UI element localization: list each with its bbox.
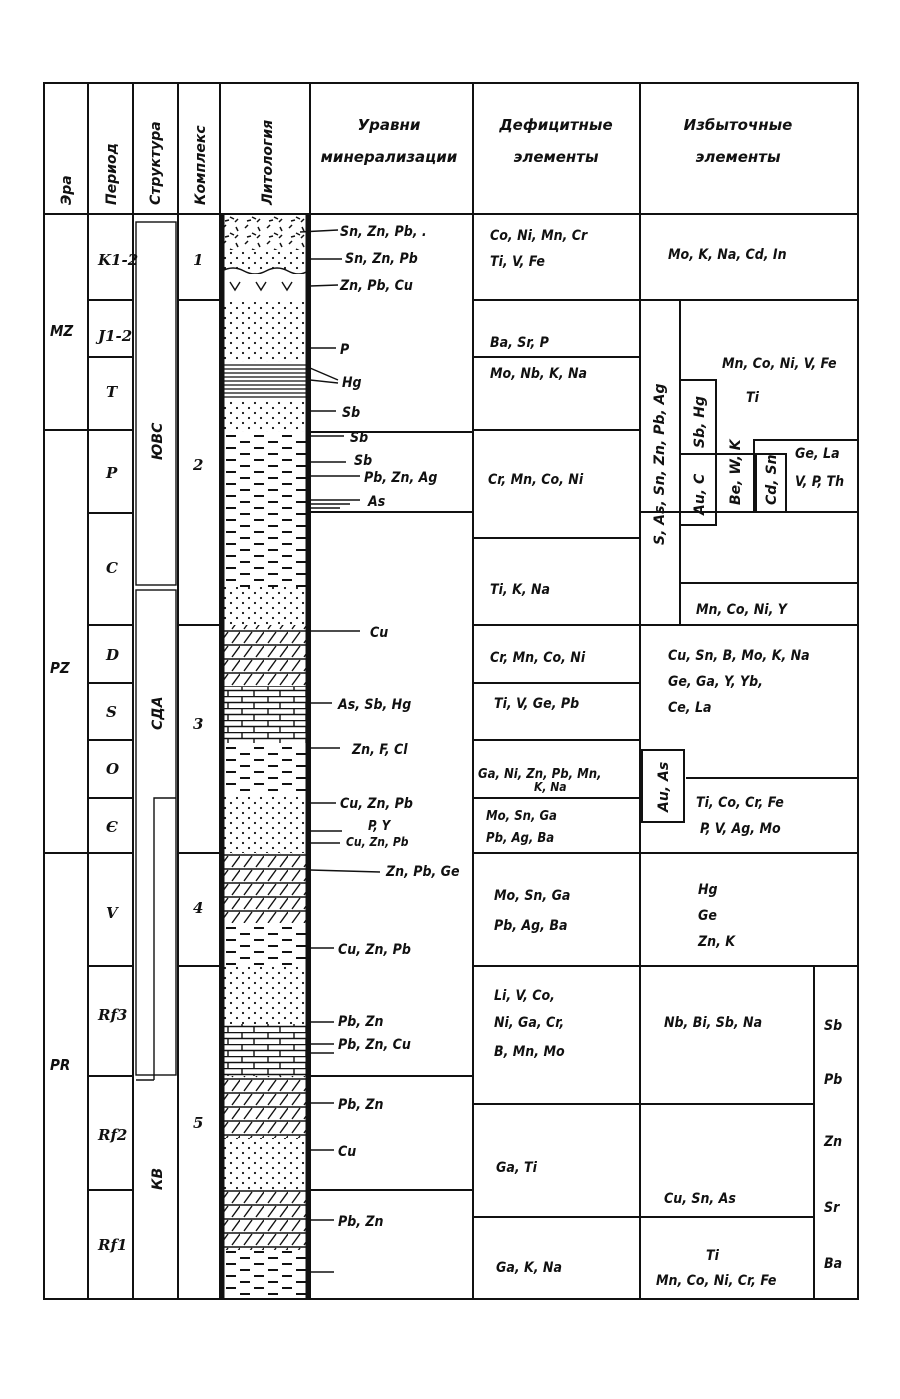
period-p: P: [106, 464, 118, 482]
mineral-level: Cu, Zn, Pb: [338, 942, 411, 958]
mineral-level: Sn, Zn, Pb: [345, 251, 418, 267]
mineral-level: Zn, F, Cl: [352, 742, 408, 758]
header-structure: Структура: [148, 121, 164, 205]
header-deficit-line1: Дефицитные: [499, 116, 613, 134]
lithology-column: [222, 214, 308, 1299]
deficit-elements: Ga, Ni, Zn, Pb, Mn,: [478, 767, 602, 782]
mineral-level: Zn, Pb, Ge: [386, 864, 460, 880]
header-excess-line2: элементы: [695, 148, 781, 166]
period-rf2: Rf2: [98, 1126, 128, 1144]
excess-elements: Mn, Co, Ni, V, Fe: [722, 356, 837, 372]
era-mz: MZ: [50, 322, 74, 340]
structure-yuvs: ЮВС: [150, 422, 166, 460]
deficit-elements: Cr, Mn, Co, Ni: [490, 650, 586, 666]
deficit-elements: Mo, Sn, Ga: [486, 809, 557, 824]
excess-elements: Ti, Co, Cr, Fe: [696, 795, 784, 811]
excess-elements: Ge: [698, 908, 717, 924]
mineral-level: Cu, Zn, Pb: [340, 796, 413, 812]
excess-side-element: Pb: [824, 1072, 843, 1088]
deficit-elements: Mo, Sn, Ga: [494, 888, 571, 904]
header-levels-line1: Уравни: [357, 116, 421, 134]
excess-side-element: Ba: [824, 1256, 843, 1272]
mineral-level: Zn, Pb, Cu: [340, 278, 413, 294]
deficit-elements: Ti, K, Na: [490, 582, 551, 598]
excess-side-element: Sb: [824, 1018, 843, 1034]
mineral-level: Sb: [354, 453, 373, 469]
mineral-level: As, Sb, Hg: [338, 697, 412, 713]
complex-4: 4: [193, 899, 204, 917]
mineral-level: P: [340, 342, 350, 358]
period-boundaries: [88, 300, 133, 1190]
period-o: O: [106, 760, 120, 778]
excess-side-element: Zn: [824, 1134, 843, 1150]
excess-elements: Nb, Bi, Sb, Na: [664, 1015, 763, 1031]
excess-elements: Ge, Ga, Y, Yb,: [668, 674, 763, 690]
excess-elements: Zn, K: [698, 934, 736, 950]
period-cambrian: Є: [106, 818, 118, 836]
period-j: J1-2: [98, 327, 133, 345]
excess-elements: Au, As: [656, 761, 672, 812]
excess-elements: Cu, Sn, As: [664, 1191, 736, 1207]
header-complex: Комплекс: [193, 125, 209, 205]
mineral-level: Pb, Zn, Ag: [364, 470, 438, 486]
mineral-level: As: [368, 494, 386, 510]
deficit-elements: Mo, Nb, K, Na: [490, 366, 588, 382]
period-rf1: Rf1: [98, 1236, 128, 1254]
excess-elements: Mn, Co, Ni, Y: [696, 602, 787, 618]
excess-elements: P, V, Ag, Mo: [700, 821, 781, 837]
excess-elements: V, P, Th: [795, 474, 845, 490]
complex-1: 1: [193, 251, 204, 269]
excess-elements: Au, C: [692, 473, 708, 515]
header-lithology: Литология: [260, 119, 276, 205]
mineral-level: P, Y: [368, 819, 391, 834]
deficit-elements: B, Mn, Mo: [494, 1044, 565, 1060]
period-t: T: [106, 383, 118, 401]
era-pz: PZ: [50, 659, 70, 677]
deficit-elements: K, Na: [534, 780, 567, 794]
excess-elements: Be, W, K: [728, 439, 744, 505]
deficit-elements: Ni, Ga, Cr,: [494, 1015, 565, 1031]
excess-elements: Ce, La: [668, 700, 712, 716]
excess-elements: Ge, La: [795, 446, 840, 462]
deficit-elements: Ti, V, Ge, Pb: [494, 696, 580, 712]
mineral-level: Pb, Zn, Cu: [338, 1037, 411, 1053]
mineral-level: Sb: [342, 405, 361, 421]
complex-3: 3: [193, 715, 204, 733]
mineral-level: Sb: [350, 430, 369, 446]
excess-elements: Cd, Sn: [764, 454, 780, 505]
header-deficit-line2: элементы: [513, 148, 599, 166]
deficit-elements: Ti, V, Fe: [490, 254, 545, 270]
excess-elements: Cu, Sn, B, Mo, K, Na: [668, 648, 810, 664]
header-excess-line1: Избыточные: [683, 116, 793, 134]
period-v: V: [106, 904, 118, 922]
header-period: Период: [104, 143, 120, 205]
complex-5: 5: [193, 1114, 204, 1132]
deficit-elements: Ga, K, Na: [496, 1260, 562, 1276]
deficit-elements: Ga, Ti: [496, 1160, 537, 1176]
header-era: Эра: [59, 175, 75, 205]
table-frame: [44, 83, 858, 1299]
excess-elements: Sb, Hg: [692, 395, 708, 448]
deficit-elements: Li, V, Co,: [494, 988, 555, 1004]
deficit-elements: Cr, Mn, Co, Ni: [488, 472, 584, 488]
excess-elements: Mn, Co, Ni, Cr, Fe: [656, 1273, 777, 1289]
mineral-level: Pb, Zn: [338, 1214, 384, 1230]
structure-box-sda: [136, 590, 176, 1075]
complex-2: 2: [193, 456, 204, 474]
excess-elements: Ti: [706, 1248, 719, 1264]
mineral-level: Hg: [342, 375, 362, 391]
period-c: C: [106, 559, 118, 577]
mineral-level: Cu, Zn, Pb: [346, 835, 409, 849]
mineral-level: Pb, Zn: [338, 1097, 384, 1113]
excess-elements: Hg: [698, 882, 718, 898]
mineral-level: Sn, Zn, Pb, .: [340, 224, 427, 240]
excess-elements: Ti: [746, 390, 759, 406]
deficit-boundaries: [473, 300, 640, 1217]
excess-elements: S, As, Sn, Zn, Pb, Ag: [652, 383, 668, 545]
mineral-level: Pb, Zn: [338, 1014, 384, 1030]
deficit-elements: Pb, Ag, Ba: [486, 831, 555, 846]
mineral-level: Cu: [338, 1144, 357, 1160]
structure-sda: СДА: [150, 696, 166, 730]
deficit-elements: Co, Ni, Mn, Cr: [490, 228, 588, 244]
deficit-elements: Ba, Sr, P: [490, 335, 549, 351]
period-d: D: [106, 646, 120, 664]
structure-kv: КВ: [150, 1167, 166, 1190]
excess-side-element: Sr: [824, 1200, 840, 1216]
era-pr: PR: [50, 1056, 71, 1074]
mineral-level: Cu: [370, 625, 389, 641]
deficit-elements: Pb, Ag, Ba: [494, 918, 568, 934]
header-levels-line2: минерализации: [320, 148, 458, 166]
period-rf3: Rf3: [98, 1006, 128, 1024]
period-s: S: [106, 703, 117, 721]
structure-box-yuvs: [136, 222, 176, 585]
period-k: K1-2: [98, 251, 139, 269]
excess-elements: Mo, K, Na, Cd, In: [668, 247, 787, 263]
